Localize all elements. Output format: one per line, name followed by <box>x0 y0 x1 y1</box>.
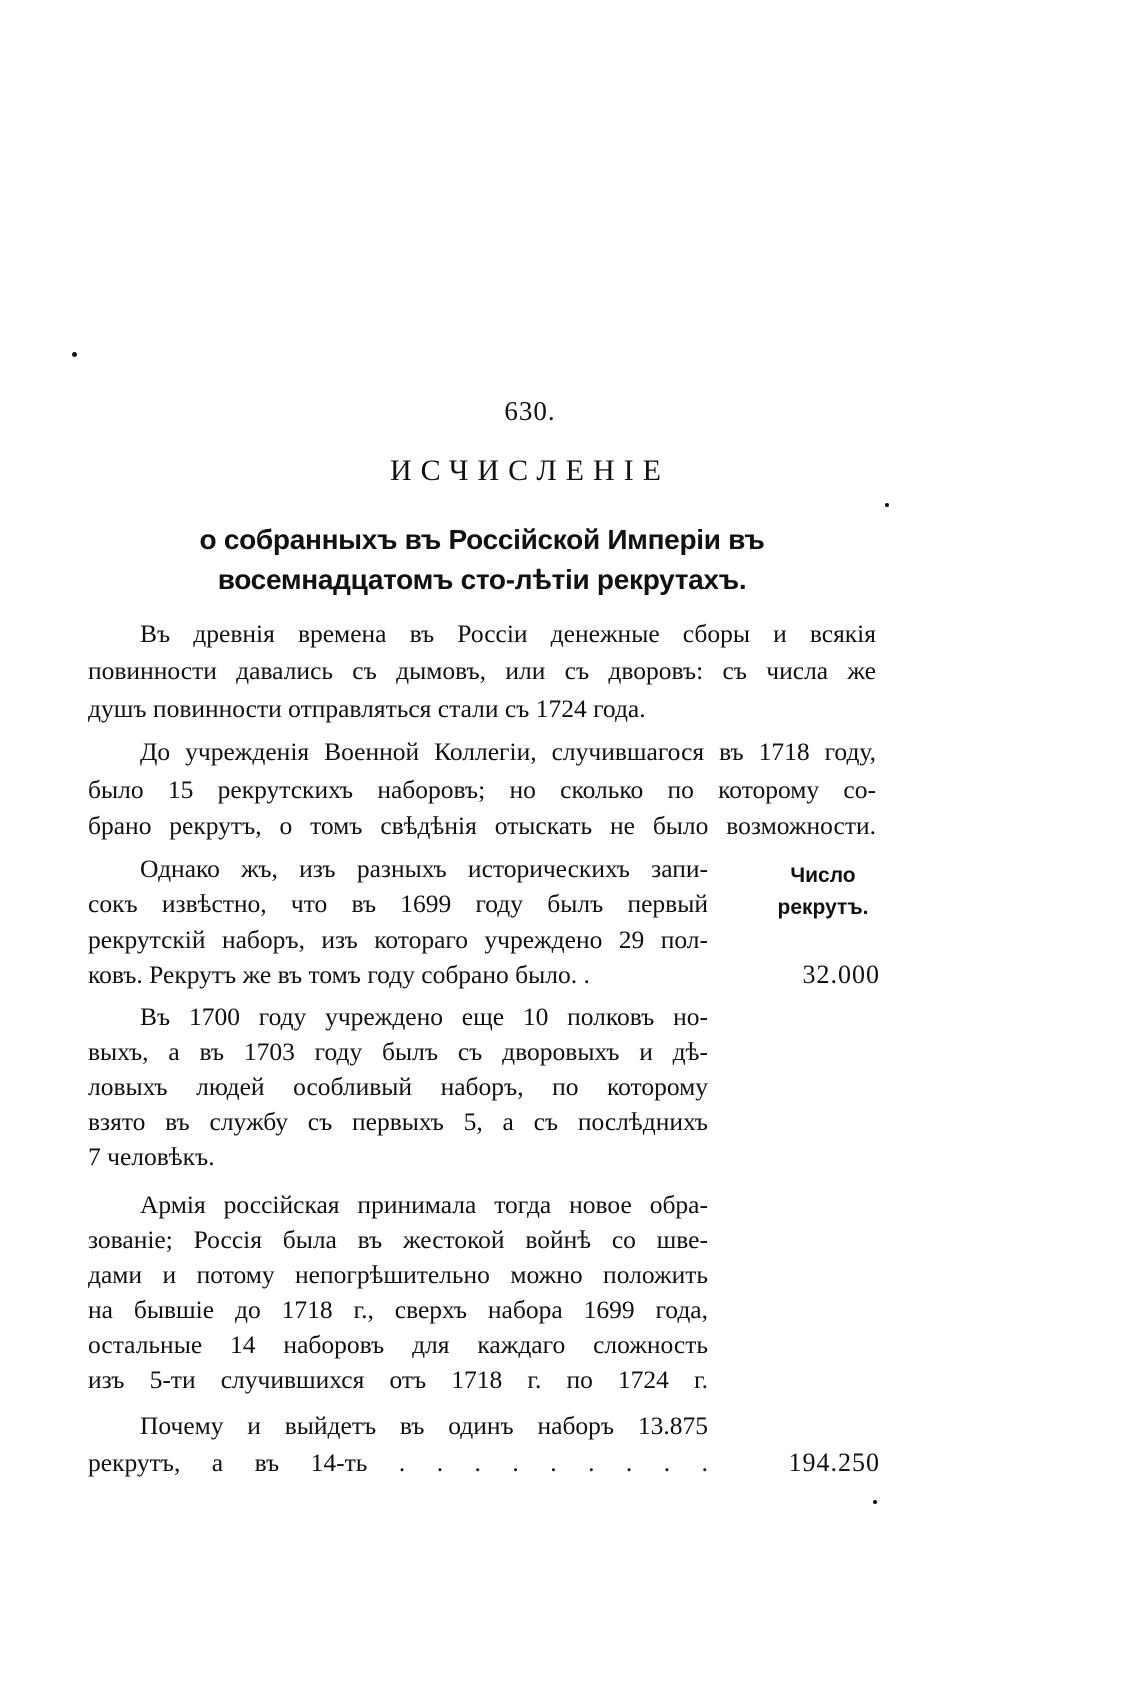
text-line: дами и потому непогрѣшительно можно положить <box>88 1260 708 1289</box>
text-line: было 15 рекрутскихъ наборовъ; но сколько по которому со- <box>88 775 876 804</box>
column-header-recruit-count: Число рекрутъ. <box>777 864 869 919</box>
page-number: 630. <box>504 396 556 426</box>
print-speck <box>885 503 889 507</box>
text-line: сокъ извѣстно, что въ 1699 году былъ первый <box>88 889 708 918</box>
text-line: Въ 1700 году учреждено еще 10 полковъ но- <box>140 1002 708 1031</box>
text-line: Почему и выйдетъ въ одинъ наборъ 13.875 <box>140 1411 708 1440</box>
text-line: выхъ, а въ 1703 году былъ съ дворовыхъ и дѣ- <box>88 1037 708 1066</box>
text-line: Въ древнiя времена въ Россiи денежные сборы и всякiя <box>140 619 876 648</box>
text-line: повинности давались съ дымовъ, или съ дворовъ: съ числа же <box>88 656 876 685</box>
text-line: Однако жъ, изъ разныхъ историческихъ запи- <box>140 854 708 883</box>
recruit-count-1699: 32.000 <box>802 960 880 989</box>
text-line: ковъ. Рекрутъ же въ томъ году собрано было. . <box>88 960 590 989</box>
document-subtitle: о собранныхъ въ Россiйской Имперiи въ восемнадцатомъ сто-лѣтiи рекрутахъ. <box>199 524 765 595</box>
text-line: брано рекрутъ, о томъ свѣдѣнiя отыскать не было возможности. <box>88 811 876 840</box>
recruit-count-total: 194.250 <box>788 1448 880 1477</box>
text-line: остальные 14 наборовъ для каждаго сложность <box>88 1330 708 1359</box>
text-line: зованiе; Россiя была въ жестокой войнѣ со шве- <box>88 1225 708 1254</box>
text-line: на бывшiе до 1718 г., сверхъ набора 1699 года, <box>88 1295 708 1324</box>
print-speck <box>873 1500 877 1504</box>
text-line: ловыхъ людей особливый наборъ, по которому <box>88 1072 708 1101</box>
text-line: душъ повинности отправляться стали съ 1724 года. <box>88 694 646 723</box>
print-speck <box>72 352 77 357</box>
text-line: 7 человѣкъ. <box>88 1142 215 1171</box>
text-line: изъ 5-ти случившихся отъ 1718 г. по 1724 г. <box>88 1365 708 1394</box>
document-title: ИСЧИСЛЕНIЕ <box>389 454 670 487</box>
text-line: взято въ службу съ первыхъ 5, а съ послѣднихъ <box>88 1107 708 1136</box>
text-line: До учрежденiя Военной Коллегiи, случившагося въ 1718 году, <box>140 737 876 766</box>
text-line: Армiя россiйская принимала тогда новое обра- <box>140 1190 708 1219</box>
text-line: рекрутъ, а въ 14-ть . . . . . . . . . <box>88 1448 708 1477</box>
text-line: рекрутскiй наборъ, изъ котораго учреждено 29 пол- <box>88 925 708 954</box>
